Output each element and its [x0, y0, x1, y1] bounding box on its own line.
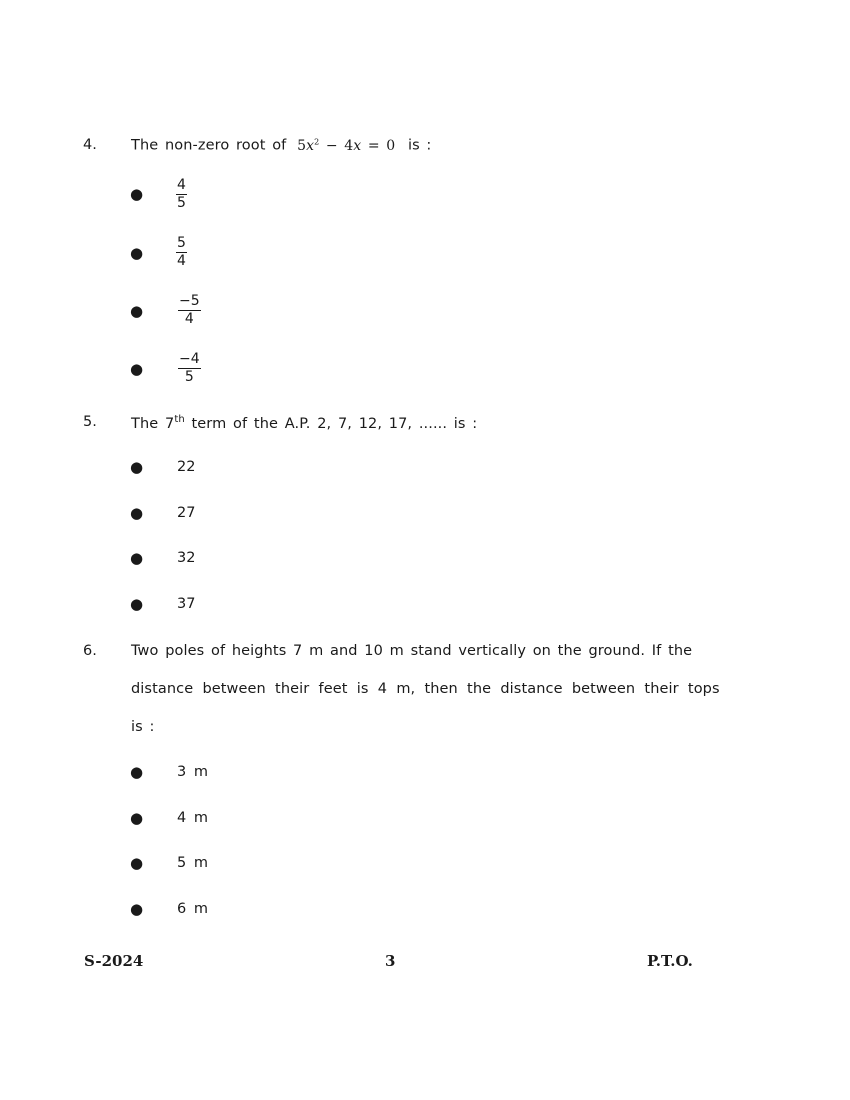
- question-4-text: [131, 137, 431, 154]
- question-5-option-c: 32: [177, 550, 196, 566]
- question-4-text-after: is :: [407, 137, 432, 154]
- footer-page-number: 3: [385, 952, 396, 970]
- bullet-icon: ●: [130, 504, 144, 522]
- question-6-line-2: distance between their feet is 4 m, then the distance between their tops: [131, 681, 720, 697]
- bullet-icon: ●: [130, 595, 144, 613]
- question-5-option-d: 37: [177, 596, 196, 612]
- bullet-icon: ●: [130, 302, 144, 320]
- bullet-icon: ●: [130, 458, 144, 476]
- bullet-icon: ●: [130, 854, 144, 872]
- question-4-option-a: $\frac{4}{5}$: [177, 177, 186, 211]
- question-5-number: 5.: [83, 414, 97, 430]
- footer-exam-code: S-2024: [84, 952, 144, 970]
- question-4-option-d: $\frac{-4}{5}$: [179, 351, 200, 385]
- question-4-text-before: The non-zero root of: [131, 137, 287, 154]
- bullet-icon: ●: [130, 763, 144, 781]
- bullet-icon: ●: [130, 900, 144, 918]
- question-6-option-d: 6 m: [177, 901, 208, 917]
- question-4-option-b: $\frac{5}{4}$: [177, 235, 186, 269]
- question-4-equation: $5x^2 - 4x = 0$: [297, 137, 396, 154]
- question-5-text: The 7th term of the A.P. 2, 7, 12, 17, ...... is :: [131, 414, 478, 432]
- footer-pto: P.T.O.: [647, 952, 693, 970]
- question-6-option-c: 5 m: [177, 855, 208, 871]
- question-5-option-b: 27: [177, 505, 196, 521]
- question-4-number: 4.: [83, 137, 97, 153]
- bullet-icon: ●: [130, 809, 144, 827]
- bullet-icon: ●: [130, 244, 144, 262]
- bullet-icon: ●: [130, 360, 144, 378]
- question-6-number: 6.: [83, 643, 97, 659]
- bullet-icon: ●: [130, 549, 144, 567]
- bullet-icon: ●: [130, 185, 144, 203]
- question-6-option-a: 3 m: [177, 764, 208, 780]
- question-4-option-c: $\frac{-5}{4}$: [179, 293, 200, 327]
- question-6-option-b: 4 m: [177, 810, 208, 826]
- question-6-line-3: is :: [131, 719, 155, 735]
- question-5-option-a: 22: [177, 459, 196, 475]
- question-6-line-1: Two poles of heights 7 m and 10 m stand vertically on the ground. If the: [131, 643, 693, 659]
